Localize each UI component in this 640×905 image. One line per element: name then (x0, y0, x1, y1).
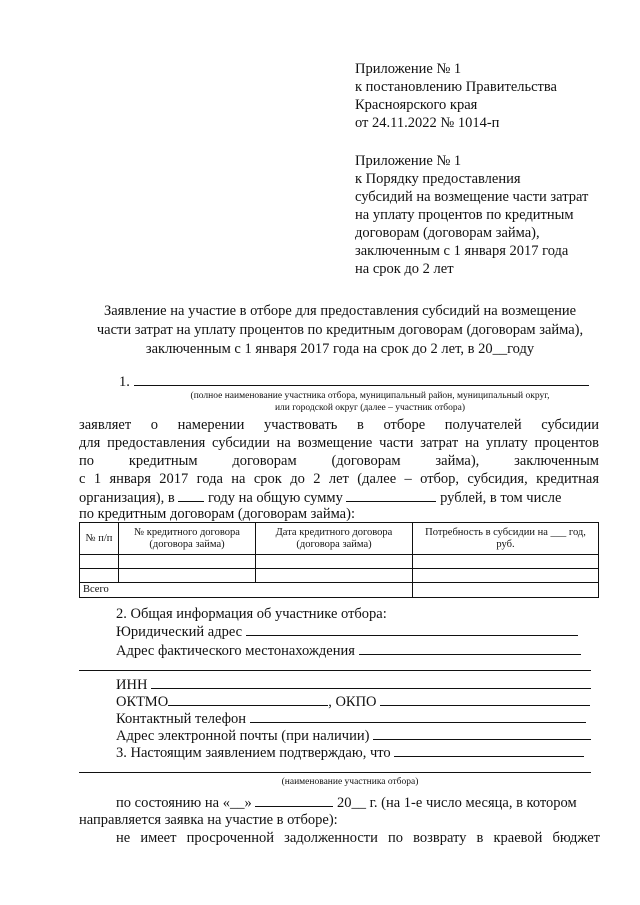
s3-heading-row: 3. Настоящим заявлением подтверждаю, что (116, 743, 600, 762)
phone-row: Контактный телефон (116, 709, 600, 728)
applicant-name-field[interactable] (134, 372, 589, 386)
phone-field[interactable] (250, 709, 586, 723)
email-row: Адрес электронной почты (при наличии) (116, 726, 600, 745)
annex-line: от 24.11.2022 № 1014-п (355, 115, 500, 131)
table-cell[interactable] (119, 569, 256, 583)
total-cell[interactable] (413, 583, 599, 598)
s1-text-line: по кредитным договорам (договорам займа): (79, 506, 355, 522)
s1-text-line: для предоставления субсидии на возмещение части затрат на уплату процентов (79, 435, 599, 451)
annex-line: на срок до 2 лет (355, 261, 454, 277)
loans-table (79, 522, 599, 598)
legal-address-field[interactable] (246, 622, 578, 636)
participant-name-field[interactable] (394, 743, 584, 757)
col-header: № кредитного договора (договора займа) (119, 523, 256, 555)
total-label: Всего (80, 583, 413, 598)
col-header: Потребность в субсидии на ___ год, руб. (413, 523, 599, 555)
actual-address-row: Адрес фактического местонахождения (116, 641, 600, 660)
inn-field[interactable] (151, 675, 591, 689)
annex-line: заключенным с 1 января 2017 года (355, 243, 569, 259)
participant-name-continuation[interactable] (79, 772, 591, 773)
annex-line: субсидий на возмещение части затрат (355, 189, 589, 205)
table-cell[interactable] (256, 555, 413, 569)
s3-hint: (наименование участника отбора) (281, 777, 419, 787)
legal-address-row: Юридический адрес (116, 622, 600, 641)
annex-line: Приложение № 1 (355, 61, 462, 77)
inn-row: ИНН (116, 675, 600, 694)
annex-line: на уплату процентов по кредитным (355, 207, 574, 223)
s1-hint: (полное наименование участника отбора, муниципальный район, муниципальный округ, или городской округ (далее – участник отбора) (190, 391, 550, 413)
month-field[interactable] (255, 793, 333, 807)
table-cell[interactable] (413, 555, 599, 569)
actual-address-field[interactable] (359, 641, 581, 655)
s1-text-line: по кредитным договорам (договорам займа), заключенным (79, 453, 599, 469)
annex-line: Красноярского края (355, 97, 478, 113)
s3-text-line: не имеет просроченной задолженности по возврату в краевой бюджет (116, 830, 600, 846)
s3-text-line: направляется заявка на участие в отборе): (79, 812, 338, 828)
okpo-field[interactable] (380, 692, 590, 706)
annex-block (355, 60, 588, 278)
annex-line: к Порядку предоставления (355, 171, 521, 187)
col-header: № п/п (80, 523, 119, 555)
table-cell[interactable] (256, 569, 413, 583)
annex-line: Приложение № 1 (355, 153, 462, 169)
table-cell[interactable] (413, 569, 599, 583)
email-field[interactable] (373, 726, 591, 740)
table-cell[interactable] (80, 569, 119, 583)
s1-text-line: с 1 января 2017 года на срок до 2 лет (далее – отбор, субсидия, кредитная (79, 471, 599, 487)
s2-heading: 2. Общая информация об участнике отбора: (116, 606, 387, 622)
col-header: Дата кредитного договора (договора займа) (256, 523, 413, 555)
s1-text-line: организация), в году на общую сумму рублей, в том числе (79, 490, 562, 506)
oktmo-field[interactable] (168, 692, 328, 706)
actual-address-continuation[interactable] (79, 670, 591, 671)
annex-line: договорам (договорам займа), (355, 225, 540, 241)
year-field[interactable] (178, 488, 204, 502)
s3-date-row: по состоянию на «__» 20__ г. (на 1-е число месяца, в котором (116, 795, 577, 811)
table-cell[interactable] (119, 555, 256, 569)
oktmo-okpo-row: ОКТМО , ОКПО (116, 692, 600, 711)
table-cell[interactable] (80, 555, 119, 569)
s1-text-line: заявляет о намерении участвовать в отборе получателей субсидии (79, 417, 599, 433)
document-title: Заявление на участие в отборе для предоставления субсидий на возмещение части затрат на уплату процентов по кредитным договорам (договорам займа), заключенным с 1 января 2017 года на срок до 2 лет, в 20__году (96, 303, 584, 357)
s1-first-line: 1. (119, 372, 599, 391)
annex-line: к постановлению Правительства (355, 79, 557, 95)
total-amount-field[interactable] (346, 488, 436, 502)
